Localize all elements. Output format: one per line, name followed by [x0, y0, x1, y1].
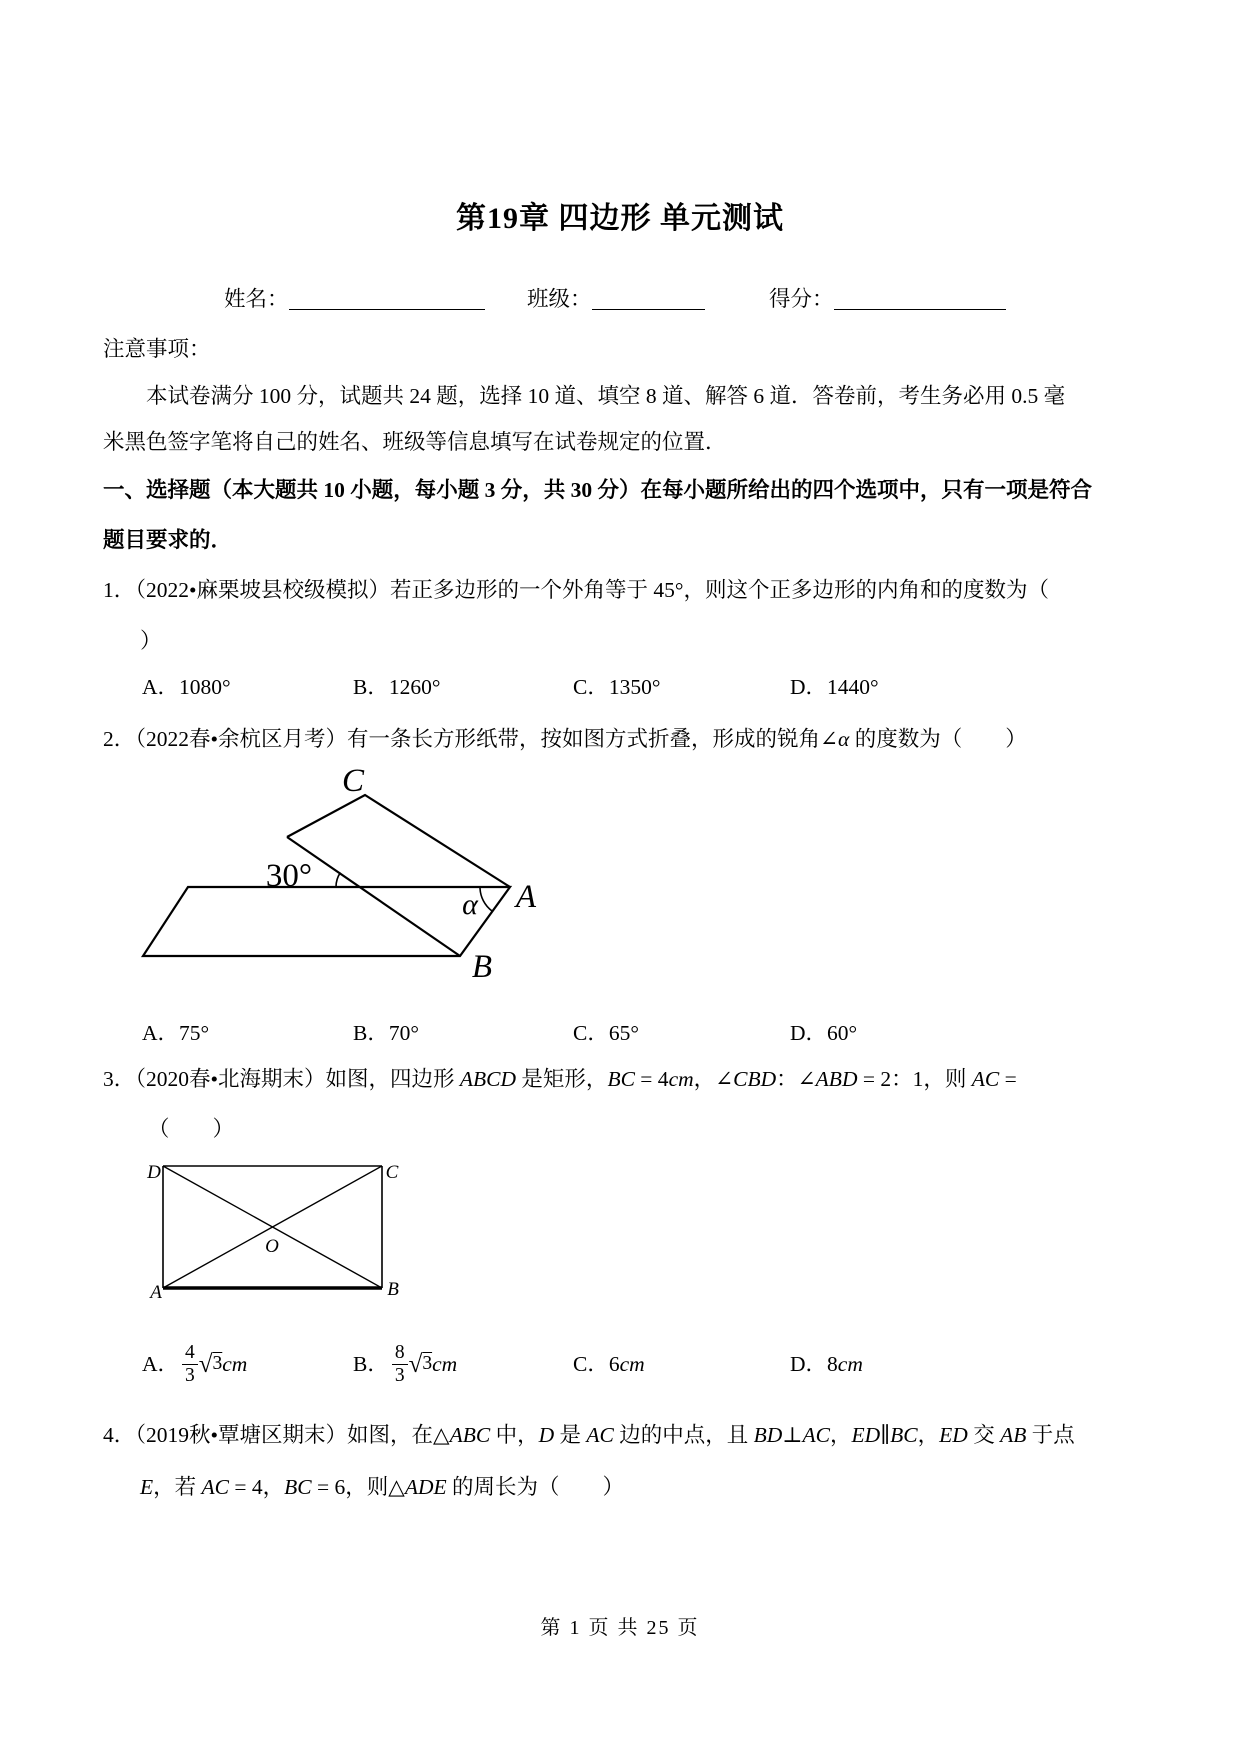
question-3-text: 3．（2020春•北海期末）如图，四边形 ABCD 是矩形，BC = 4cm，∠CBD：∠ABD = 2：1，则 AC =	[103, 1067, 1017, 1091]
q2-option-b: B．70°	[353, 1021, 419, 1045]
q2-option-d: D．60°	[790, 1021, 858, 1045]
q1-option-a: A．1080°	[142, 675, 231, 699]
q2-bottom-strip	[143, 887, 510, 956]
question-3-text-cont: （ ）	[148, 1117, 235, 1141]
question-4-text-cont: E，若 AC = 4，BC = 6，则△ADE 的周长为（ ）	[140, 1475, 624, 1499]
q2-label-b: B	[471, 949, 493, 985]
q3-option-a-fraction: $\frac{4}{3}$	[182, 1342, 198, 1387]
q2-label-c: C	[341, 763, 365, 799]
score-blank-line	[834, 289, 1006, 310]
q2-label-30deg: 30°	[265, 858, 313, 894]
q3-option-a-sqrt: √ 3	[198, 1350, 223, 1378]
question-4-text: 4．（2019秋•覃塘区期末）如图，在△ABC 中，D 是 AC 边的中点，且 BD⊥AC，ED∥BC，ED 交 AB 于点	[103, 1423, 1075, 1447]
score-label: 得分：	[769, 287, 834, 311]
question-2-text: 2．（2022春•余杭区月考）有一条长方形纸带，按如图方式折叠，形成的锐角∠α 的度数为（ ）	[103, 727, 1027, 751]
notice-label: 注意事项：	[103, 337, 211, 361]
q3-option-b-fraction: $\frac{8}{3}$	[392, 1342, 408, 1387]
q3-diagonals	[163, 1166, 382, 1288]
q1-option-c: C．1350°	[573, 675, 661, 699]
q3-option-a-prefix: A．	[142, 1351, 180, 1376]
score-field-group	[769, 286, 1006, 313]
question-1-text-cont: ）	[140, 629, 162, 653]
q1-option-d: D．1440°	[790, 675, 879, 699]
q3-rectangle-figure	[140, 1152, 410, 1307]
q3-option-b-prefix: B．	[353, 1351, 389, 1376]
question-1-options	[0, 674, 1240, 704]
class-label: 班级：	[527, 287, 592, 311]
q3-option-a	[142, 1336, 247, 1392]
q2-option-a: A．75°	[142, 1021, 210, 1045]
section1-header-line-1: 一、选择题（本大题共 10 小题，每小题 3 分，共 30 分）在每小题所给出的四个选项中，只有一项是符合	[103, 478, 1093, 502]
page-title: 第19章 四边形 单元测试	[456, 202, 784, 235]
q3-label-o: O	[265, 1236, 279, 1257]
q3-option-b-sqrt: √ 3	[408, 1350, 433, 1378]
page-footer: 第 1 页 共 25 页	[540, 1617, 700, 1639]
q2-label-alpha: α	[462, 888, 478, 921]
name-label: 姓名：	[224, 287, 289, 311]
q3-label-d: D	[147, 1162, 161, 1183]
class-field-group	[527, 286, 705, 313]
q2-label-a: A	[515, 879, 537, 915]
radical-sign: √	[198, 1350, 213, 1378]
q3-option-c: C．6 cm	[573, 1351, 645, 1376]
radical-sign: √	[408, 1350, 423, 1378]
q3-option-a-unit: cm	[222, 1351, 248, 1376]
q2-option-c: C．65°	[573, 1021, 639, 1045]
q2-folded-strip-figure	[118, 755, 568, 1000]
q3-label-c: C	[385, 1162, 399, 1183]
question-1-text: 1．（2022•麻栗坡县校级模拟）若正多边形的一个外角等于 45°，则这个正多边形的内角和的度数为（	[103, 578, 1050, 602]
question-3-options	[0, 1336, 1240, 1392]
name-field-group	[224, 286, 485, 313]
q3-option-b	[353, 1336, 457, 1392]
q3-label-a: A	[150, 1282, 162, 1303]
q3-option-d: D．8 cm	[790, 1351, 863, 1376]
class-blank-line	[592, 289, 705, 310]
section1-header-line-2: 题目要求的．	[103, 528, 233, 552]
question-2-options	[0, 1020, 1240, 1050]
q1-option-b: B．1260°	[353, 675, 441, 699]
notice-line-2: 米黑色签字笔将自己的姓名、班级等信息填写在试卷规定的位置．	[103, 430, 727, 454]
q3-option-b-unit: cm	[432, 1351, 458, 1376]
notice-line-1: 本试卷满分 100 分，试题共 24 题，选择 10 道、填空 8 道、解答 6 道．答卷前，考生务必用 0.5 毫	[146, 384, 1066, 408]
q2-angle-alpha-arc	[480, 887, 492, 911]
q3-label-b: B	[387, 1279, 399, 1300]
q2-angle-30-arc	[336, 873, 340, 888]
name-blank-line	[289, 289, 485, 310]
